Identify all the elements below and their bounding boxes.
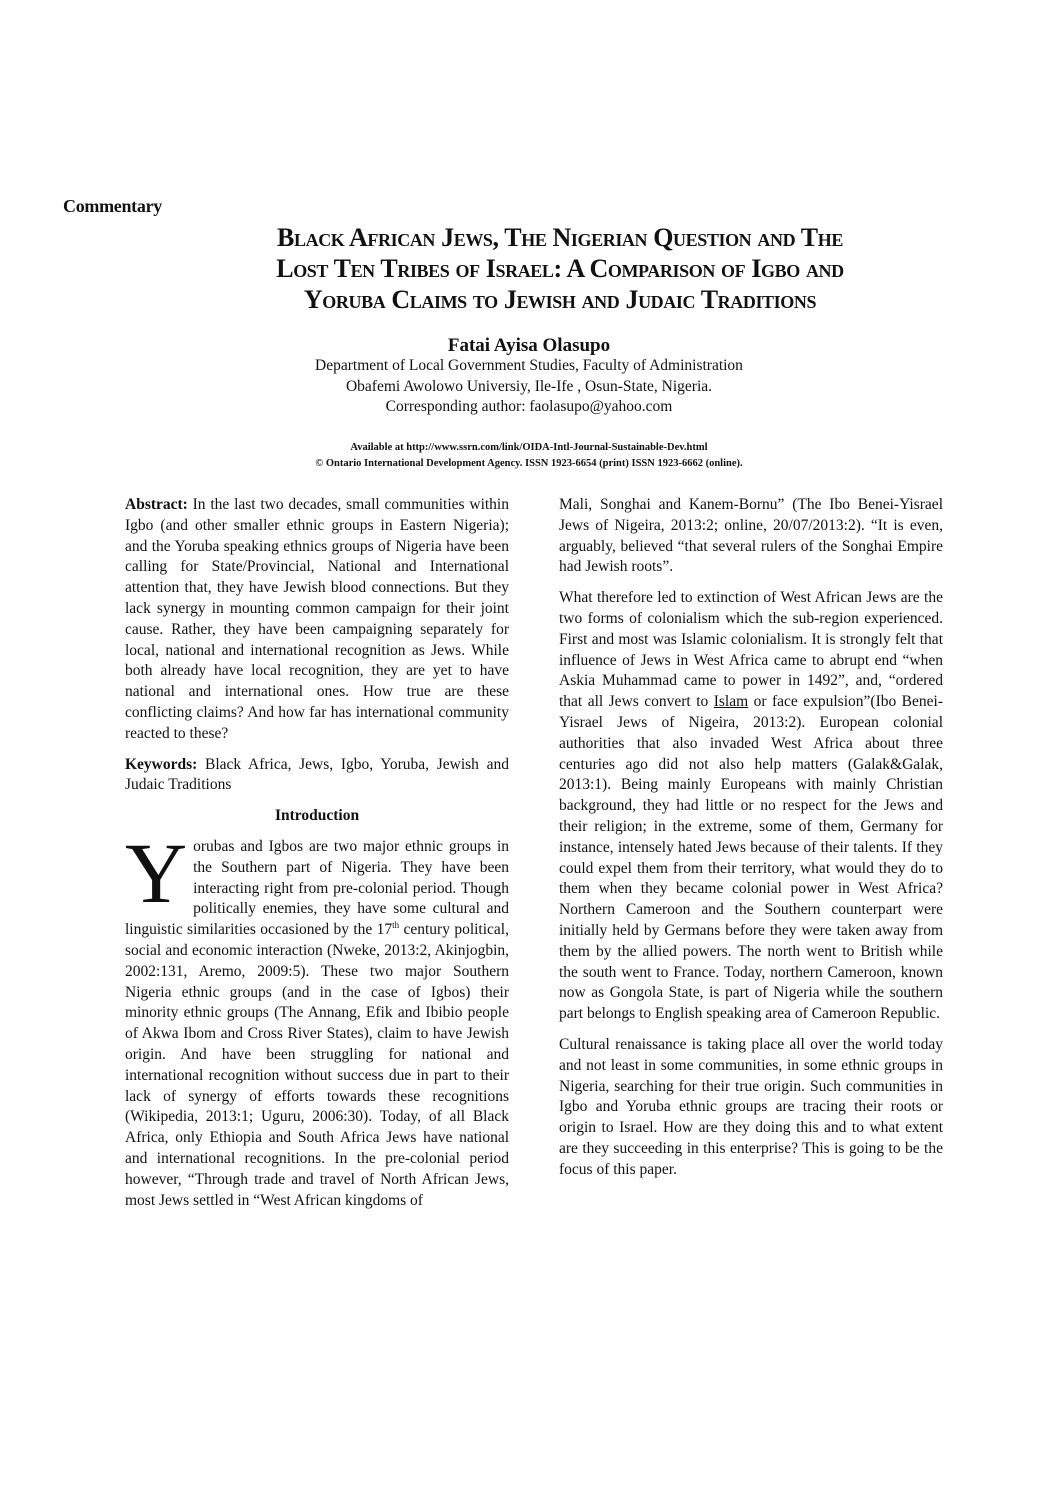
para2-text-b: or face expulsion”(Ibo Benei-Yisrael Jews of Nigeira, 2013:2). European colonial authorities that also invaded West Africa about three centuries ago did not also help matters (Galak&Galak, 2013:1). Being mainly Europeans with mainly Christian background, they had little or no respect for the Jews and their religion; in the extreme, some of them, Germany for instance, intensely hated Jews because of their talents. If they could expel them from their territory, what would they do to them when they became colonial power in West Africa? Northern Cameroon and the Southern counterpart were initially held by Germans before they were taken away from them by the allied powers. The north went to British while the south went to France. Today, northern Cameroon, known now as Gongola State, is part of Nigeria while the southern part belongs to English speaking area of Cameroon Republic. xyxy=(559,693,944,1023)
drop-cap: Y xyxy=(125,824,188,921)
keywords-text: Black Africa, Jews, Igbo, Yoruba, Jewish and Judaic Traditions xyxy=(125,755,509,794)
title-line: Lost Ten Tribes of Israel: A Comparison of Igbo and xyxy=(276,254,844,283)
para2-text-a: What therefore led to extinction of West African Jews are the two forms of colonialism which the sub-region experienced. First and most was Islamic colonialism. It is strongly felt that influence of Jews in West Africa came to abrupt end “when Askia Muhammad came to power in 1492”, and, “ordered that all Jews convert to xyxy=(559,589,943,711)
keywords-label: Keywords: xyxy=(125,755,198,773)
availability-url: Available at http://www.ssrn.com/link/OIDA-Intl-Journal-Sustainable-Dev.html xyxy=(350,442,708,453)
introduction-paragraph xyxy=(125,824,509,1211)
affiliation-department: Department of Local Government Studies, Faculty of Administration xyxy=(315,357,743,374)
affiliation xyxy=(0,356,1058,418)
section-label: Commentary xyxy=(63,196,162,216)
islam-link[interactable]: Islam xyxy=(713,693,749,711)
introduction-heading: Introduction xyxy=(274,807,360,825)
body-paragraph: Cultural renaissance is taking place all over the world today and not least in some communities, in some ethnic groups in Nigeria, searching for their true origin. Such communities in Igbo and Yoruba ethnic groups are tracing their roots or origin to Israel. How are they doing this and to what extent are they succeeding in this enterprise? This is going to be the focus of this paper. xyxy=(559,1035,943,1178)
left-column xyxy=(125,495,509,1221)
abstract-text: In the last two decades, small communities within Igbo (and other smaller ethnic groups in Eastern Nigeria); and the Yoruba speaking ethnics groups of Nigeria have been calling for State/Provincial, National and International attention that, they have Jewish blood connections. But they lack synergy in mounting common campaign for their joint cause. Rather, they have been campaigning separately for local, national and international recognition as Jews. While both already have local recognition, they are yet to have national and international ones. How true are these conflicting claims? And how far has international community reacted to these? xyxy=(125,496,509,742)
body-paragraph: Mali, Songhai and Kanem-Bornu” (The Ibo Benei-Yisrael Jews of Nigeira, 2013:2; online, 20/07/2013:2). “It is even, arguably, believed “that several rulers of the Songhai Empire had Jewish roots”. xyxy=(559,496,943,576)
corresponding-author: Corresponding author: faolasupo@yahoo.com xyxy=(385,398,673,415)
right-column xyxy=(559,495,943,1191)
availability-note xyxy=(0,440,1058,472)
affiliation-university: Obafemi Awolowo Universiy, Ile-Ife , Osun-State, Nigeria. xyxy=(345,377,713,395)
paper-title xyxy=(100,222,1020,315)
ordinal-suffix: th xyxy=(392,919,400,930)
author-name: Fatai Ayisa Olasupo xyxy=(447,335,611,356)
title-line: Yoruba Claims to Jewish and Judaic Traditions xyxy=(303,285,817,314)
abstract xyxy=(125,495,509,745)
abstract-label: Abstract: xyxy=(125,496,188,513)
intro-text-a: orubas and Igbos are two major ethnic groups in the Southern part of Nigeria. They have been interacting right from pre-colonial period. Though politically enemies, they have some cultural and linguistic similarities occasioned by the 17 xyxy=(125,837,509,939)
intro-text-b: century political, social and economic interaction (Nweke, 2013:2, Akinjogbin, 2002:131, Aremo, 2009:5). These two major Southern Nigeria ethnic groups (and in the case of Igbos) their minority ethnic groups (The Annang, Efik and Ibibio people of Akwa Ibom and Cross River States), claim to have Jewish origin. And have been struggling for national and international recognition without success due in part to their lack of synergy of efforts towards these recognitions (Wikipedia, 2013:1; Uguru, 2006:30). Today, of all Black Africa, only Ethiopia and South Africa Jews have national and international recognitions. In the pre-colonial period however, “Through trade and travel of North African Jews, most Jews settled in “West African kingdoms of xyxy=(125,921,509,1209)
copyright-issn: © Ontario International Development Agency. ISSN 1923-6654 (print) ISSN 1923-6662 (online). xyxy=(315,458,743,469)
title-line: Black African Jews, The Nigerian Question and The xyxy=(277,223,843,252)
keywords xyxy=(125,755,509,797)
body-paragraph xyxy=(559,588,943,1025)
